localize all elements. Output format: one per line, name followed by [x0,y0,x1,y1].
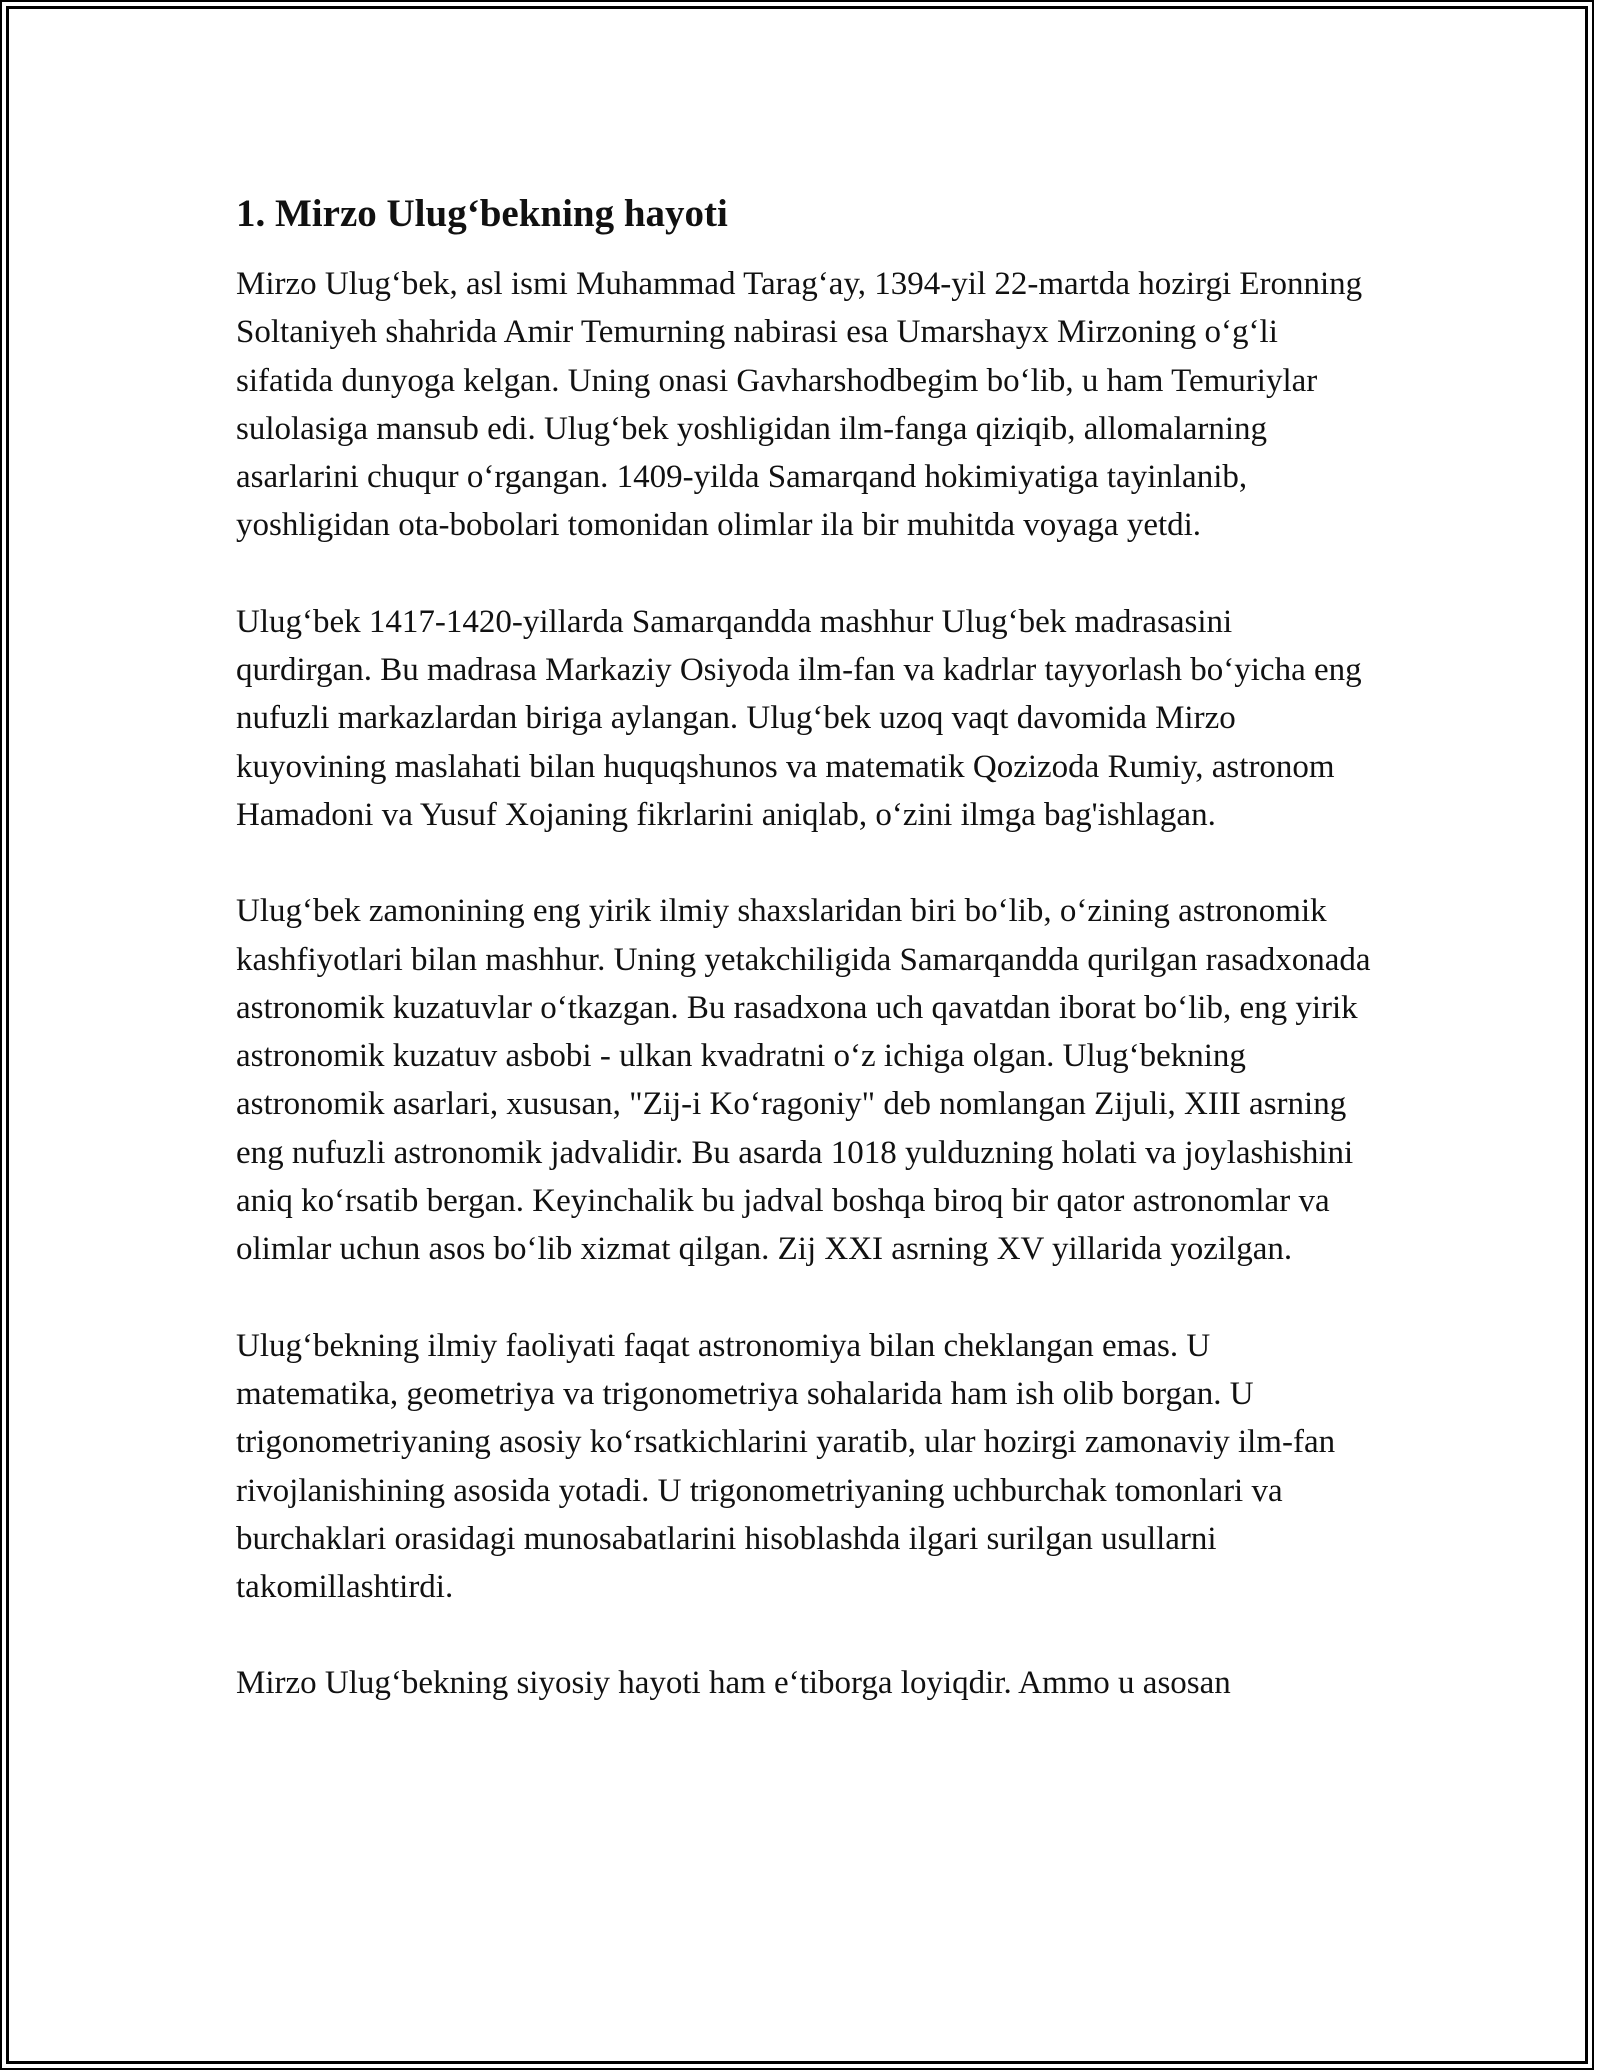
paragraph-political-life: Mirzo Ulug‘bekning siyosiy hayoti ham e‘tiborga loyiqdir. Ammo u asosan [236,1665,1231,1702]
paragraph-early-life: Mirzo Ulug‘bek, asl ismi Muhammad Tarag‘ay, 1394-yil 22-martda hozirgi Eronning Soltaniyeh shahrida Amir Temurning nabirasi esa Umarshayx Mirzoning o‘g‘li sifatida dunyoga kelgan. Uning onasi Gavharshodbegim bo‘lib, u ham Temuriylar sulolasiga mansub edi. Ulug‘bek yoshligidan ilm-fanga qiziqib, allomalarning asarlarini chuqur o‘rgangan. 1409-yilda Samarqand hokimiyatiga tayinlanib, yoshligidan ota-bobolari tomonidan olimlar ila bir muhitda voyaga yetdi. [236,266,1363,544]
paragraph-mathematics: Ulug‘bekning ilmiy faoliyati faqat astronomiya bilan cheklangan emas. U matematika, geometriya va trigonometriya sohalarida ham ish olib borgan. U trigonometriyaning asosiy ko‘rsatkichlarini yaratib, ular hozirgi zamonaviy ilm-fan rivojlanishining asosida yotadi. U trigonometriyaning uchburchak tomonlari va burchaklari orasidagi munosabatlarini hisoblashda ilgari surilgan usullarni takomillashtirdi. [236,1327,1336,1606]
paragraph-astronomy: Ulug‘bek zamonining eng yirik ilmiy shaxslaridan biri bo‘lib, o‘zining astronomik kashfiyotlari bilan mashhur. Uning yetakchiligida Samarqandda qurilgan rasadxonada astronomik kuzatuvlar o‘tkazgan. Bu rasadxona uch qavatdan iborat bo‘lib, eng yirik astronomik kuzatuv asbobi - ulkan kvadratni o‘z ichiga olgan. Ulug‘bekning astronomik asarlari, xususan, "Zij-i Ko‘ragoniy" deb nomlangan Zijuli, XIII asrning eng nufuzli astronomik jadvalidir. Bu asarda 1018 yulduzning holati va joylashishini aniq ko‘rsatib bergan. Keyinchalik bu jadval boshqa biroq bir qator astronomlar va olimlar uchun asos bo‘lib xizmat qilgan. Zij XXI asrning XV yillarida yozilgan. [236,893,1371,1268]
section-heading: 1. Mirzo Ulug‘bekning hayoti [236,192,728,235]
document-body [236,188,1376,1756]
paragraph-madrasa: Ulug‘bek 1417-1420-yillarda Samarqandda mashhur Ulug‘bek madrasasini qurdirgan. Bu madrasa Markaziy Osiyoda ilm-fan va kadrlar tayyorlash bo‘yicha eng nufuzli markazlardan biriga aylangan. Ulug‘bek uzoq vaqt davomida Mirzo kuyovining maslahati bilan huquqshunos va matematik Qozizoda Rumiy, astronom Hamadoni va Yusuf Xojaning fikrlarini aniqlab, o‘zini ilmga bag'ishlagan. [236,603,1362,833]
